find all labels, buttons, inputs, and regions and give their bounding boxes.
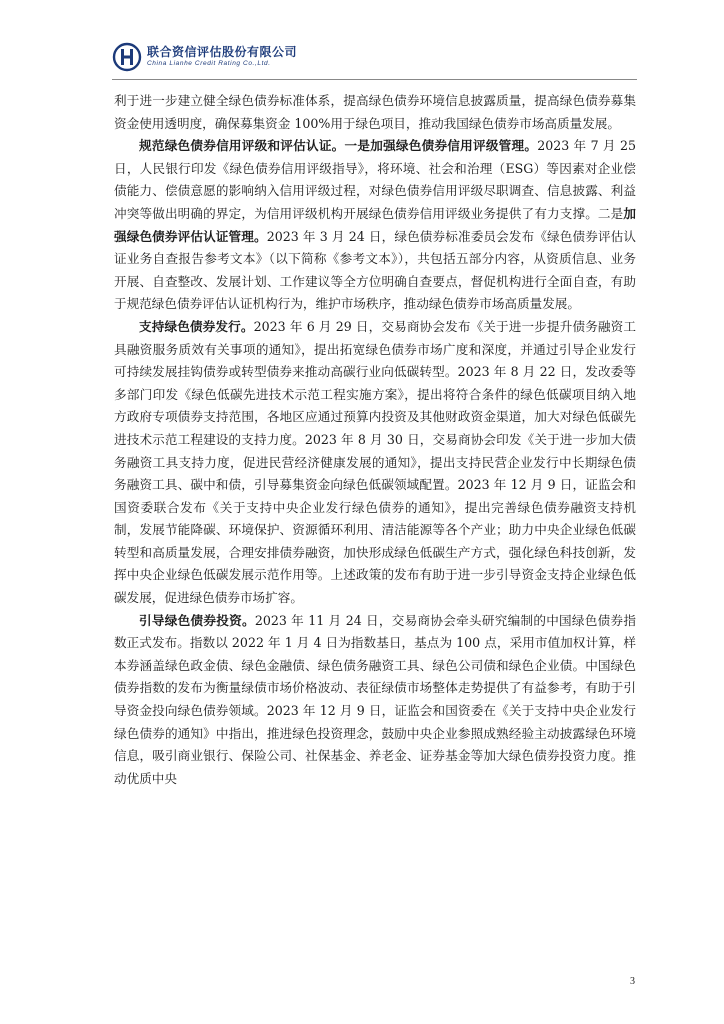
company-logo-icon [112, 42, 142, 72]
bold-heading-text: 一是加强绿色债券信用评级管理。 [344, 138, 538, 154]
bold-heading-text: 引导绿色债券投资。 [139, 612, 255, 628]
company-name-en: China Lianhe Credit Rating Co.,Ltd. [147, 60, 271, 68]
bold-heading-text: 支持绿色债券发行。 [139, 318, 254, 334]
paragraph [114, 90, 636, 135]
paragraph [114, 316, 636, 610]
paragraph [114, 135, 636, 316]
body-text: 2023 年 7 月 25 日，人民银行印发《绿色债券信用评级指导》，将环境、社会和治理（ESG）等因素对企业偿债能力、偿债意愿的影响纳入信用评级过程，对绿色债券信用评级尽职调查、信息披露、利益冲突等做出明确的界定，为信用评级机构开展绿色债券信用评级业务提供了有力支撑。二是 [114, 138, 637, 221]
page-header [112, 40, 297, 74]
body-text: 2023 年 3 月 24 日，绿色债券标准委员会发布《绿色债券评估认证业务自查报告参考文本》（以下简称《参考文本》），共包括五部分内容，从资质信息、业务开展、自查整改、发展计划、工作建议等全方位明确自查要点，督促机构进行全面自查，有助于规范绿色债券评估认证机构行为，维护市场秩序，推动绿色债券市场高质量发展。 [114, 228, 637, 312]
body-text: 2023 年 11 月 24 日，交易商协会牵头研究编制的中国绿色债券指数正式发布。指数以 2022 年 1 月 4 日为指数基日，基点为 100 点，采用市值加权计算，样本券涵盖绿色政金债、绿色金融债、绿色债务融资工具、绿色公司债和绿色企业债。中国绿色债券指数的发布为衡量绿债市场价格波动、表征绿债市场整体走势提供了有益参考，有助于引导资金投向绿色债券领域。2023 年 12 月 9 日，证监会和国资委在《关于支持中央企业发行绿色债券的通知》中指出，推进绿色投资理念，鼓励中央企业参照成熟经验主动披露绿色环境信息，吸引商业银行、保险公司、社保基金、养老金、证券基金等加大绿色债券投资力度。推动优质中央 [114, 612, 636, 786]
header-divider [112, 79, 637, 80]
page-number: 3 [630, 976, 635, 987]
bold-heading-text: 加强绿色债券评估认证管理。 [114, 205, 636, 244]
company-name [147, 46, 297, 68]
document-body [114, 90, 636, 790]
company-name-cn: 联合资信评估股份有限公司 [147, 45, 298, 60]
body-text: 利于进一步建立健全绿色债券标准体系，提高绿色债券环境信息披露质量，提高绿色债券募集资金使用透明度，确保募集资金 100%用于绿色项目，推动我国绿色债券市场高质量发展。 [114, 93, 636, 131]
paragraph [114, 610, 636, 791]
body-text: 2023 年 6 月 29 日，交易商协会发布《关于进一步提升债务融资工具融资服务质效有关事项的通知》，提出拓宽绿色债券市场广度和深度，并通过引导企业发行可持续发展挂钩债券或转型债券来推动高碳行业向低碳转型。2023 年 8 月 22 日，发改委等多部门印发《绿色低碳先进技术示范工程实施方案》，提出将符合条件的绿色低碳项目纳入地方政府专项债券支持范围，各地区应通过预算内投资及其他财政资金渠道，加大对绿色低碳先进技术示范工程建设的支持力度。2023 年 8 月 30 日，交易商协会印发《关于进一步加大债务融资工具支持力度，促进民营经济健康发展的通知》，提出支持民营企业发行中长期绿色债务融资工具、碳中和债，引导募集资金向绿色低碳领域配置。2023 年 12 月 9 日，证监会和国资委联合发布《关于支持中央企业发行绿色债券的通知》，提出完善绿色债券融资支持机制，发展节能降碳、环境保护、资源循环利用、清洁能源等各个产业；助力中央企业绿色低碳转型和高质量发展，合理安排债券融资，加快形成绿色低碳生产方式，强化绿色科技创新，发挥中央企业绿色低碳发展示范作用等。上述政策的发布有助于进一步引导资金支持企业绿色低碳发展，促进绿色债券市场扩容。 [114, 318, 637, 606]
bold-heading-text: 规范绿色债券信用评级和评估认证。 [139, 138, 345, 154]
